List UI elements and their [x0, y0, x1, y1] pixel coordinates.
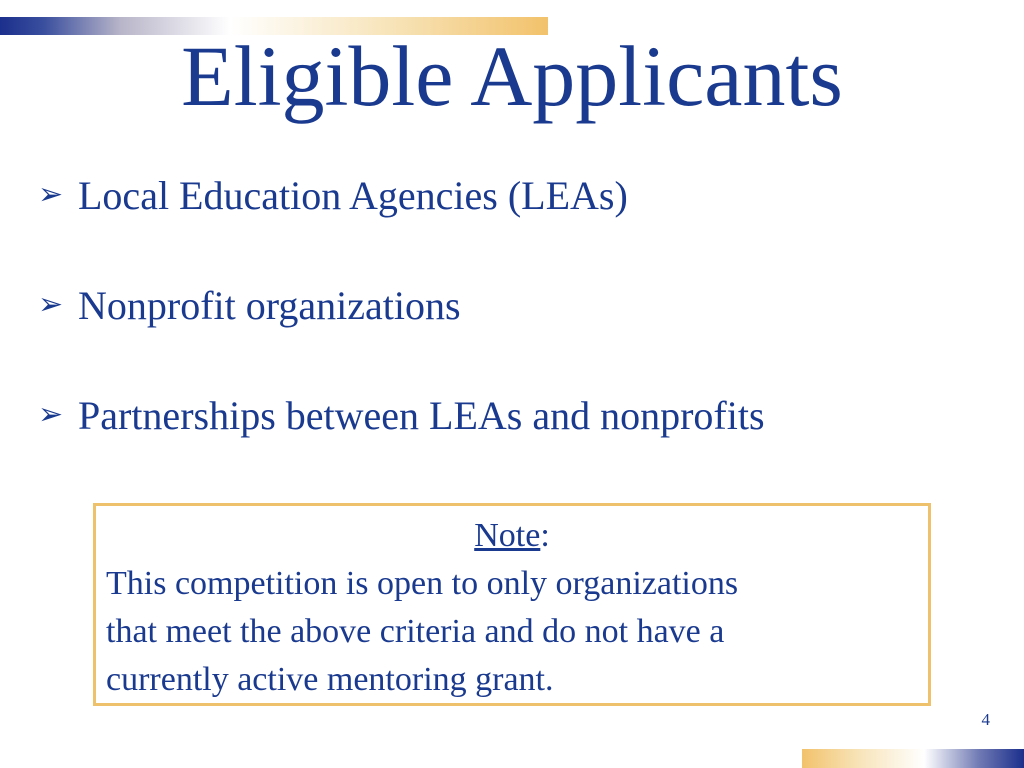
slide-title: Eligible Applicants: [181, 28, 843, 124]
note-box: [93, 503, 931, 706]
note-heading-colon: :: [540, 517, 550, 554]
bullet-item: [38, 168, 765, 222]
bullet-text: Nonprofit organizations: [78, 282, 461, 328]
bottom-accent-bar: [802, 749, 1024, 768]
bullet-item: [38, 278, 765, 332]
note-heading: [106, 512, 918, 560]
page-number: 4: [981, 710, 990, 729]
arrow-bullet-icon: ➢: [38, 398, 64, 431]
note-body: This competition is open to only organizations that meet the above criteria and do not have a currently active mentoring grant.: [106, 565, 739, 698]
bullet-item: [38, 388, 765, 442]
bullet-text: Partnerships between LEAs and nonprofits: [78, 392, 765, 438]
arrow-bullet-icon: ➢: [38, 178, 64, 211]
bullet-text: Local Education Agencies (LEAs): [78, 172, 628, 218]
arrow-bullet-icon: ➢: [38, 288, 64, 321]
note-heading-label: Note: [474, 517, 541, 554]
bullet-list: [38, 168, 765, 498]
